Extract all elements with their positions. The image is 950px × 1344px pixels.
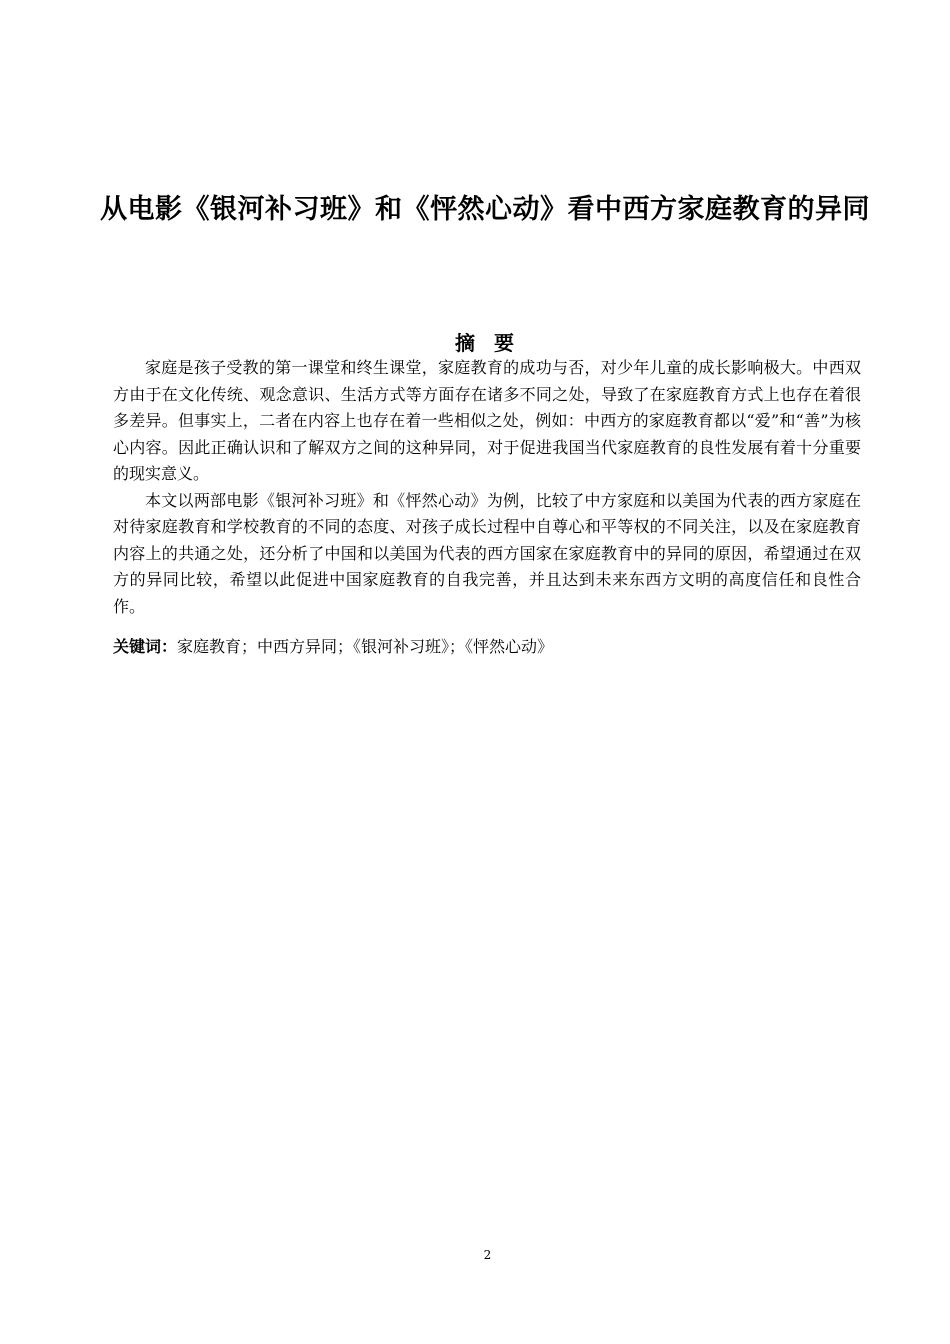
abstract-heading: 摘 要 — [455, 331, 520, 355]
page-number: 2 — [483, 1248, 492, 1262]
abstract-body — [113, 355, 861, 620]
keywords-label: 关键词： — [113, 637, 178, 656]
abstract-paragraph-1: 家庭是孩子受教的第一课堂和终生课堂，家庭教育的成功与否，对少年儿童的成长影响极大。中西双方由于在文化传统、观念意识、生活方式等方面存在诸多不同之处，导致了在家庭教育方式上也存在着很多差异。但事实上，二者在内容上也存在着一些相似之处，例如：中西方的家庭教育都以“爱”和“善”为核心内容。因此正确认识和了解双方之间的这种异同，对于促进我国当代家庭教育的良性发展有着十分重要的现实意义。 — [113, 358, 861, 483]
document-title: 从电影《银河补习班》和《怦然心动》看中西方家庭教育的异同 — [100, 194, 870, 225]
keywords-text: 家庭教育；中西方异同；《银河补习班》；《怦然心动》 — [177, 637, 554, 656]
keywords-line — [113, 634, 861, 660]
abstract-paragraph-2: 本文以两部电影《银河补习班》和《怦然心动》为例，比较了中方家庭和以美国为代表的西方家庭在对待家庭教育和学校教育的不同的态度、对孩子成长过程中自尊心和平等权的不同关注，以及在家庭教育内容上的共通之处，还分析了中国和以美国为代表的西方国家在家庭教育中的异同的原因，希望通过在双方的异同比较，希望以此促进中国家庭教育的自我完善，并且达到未来东西方文明的高度信任和良性合作。 — [113, 490, 861, 616]
